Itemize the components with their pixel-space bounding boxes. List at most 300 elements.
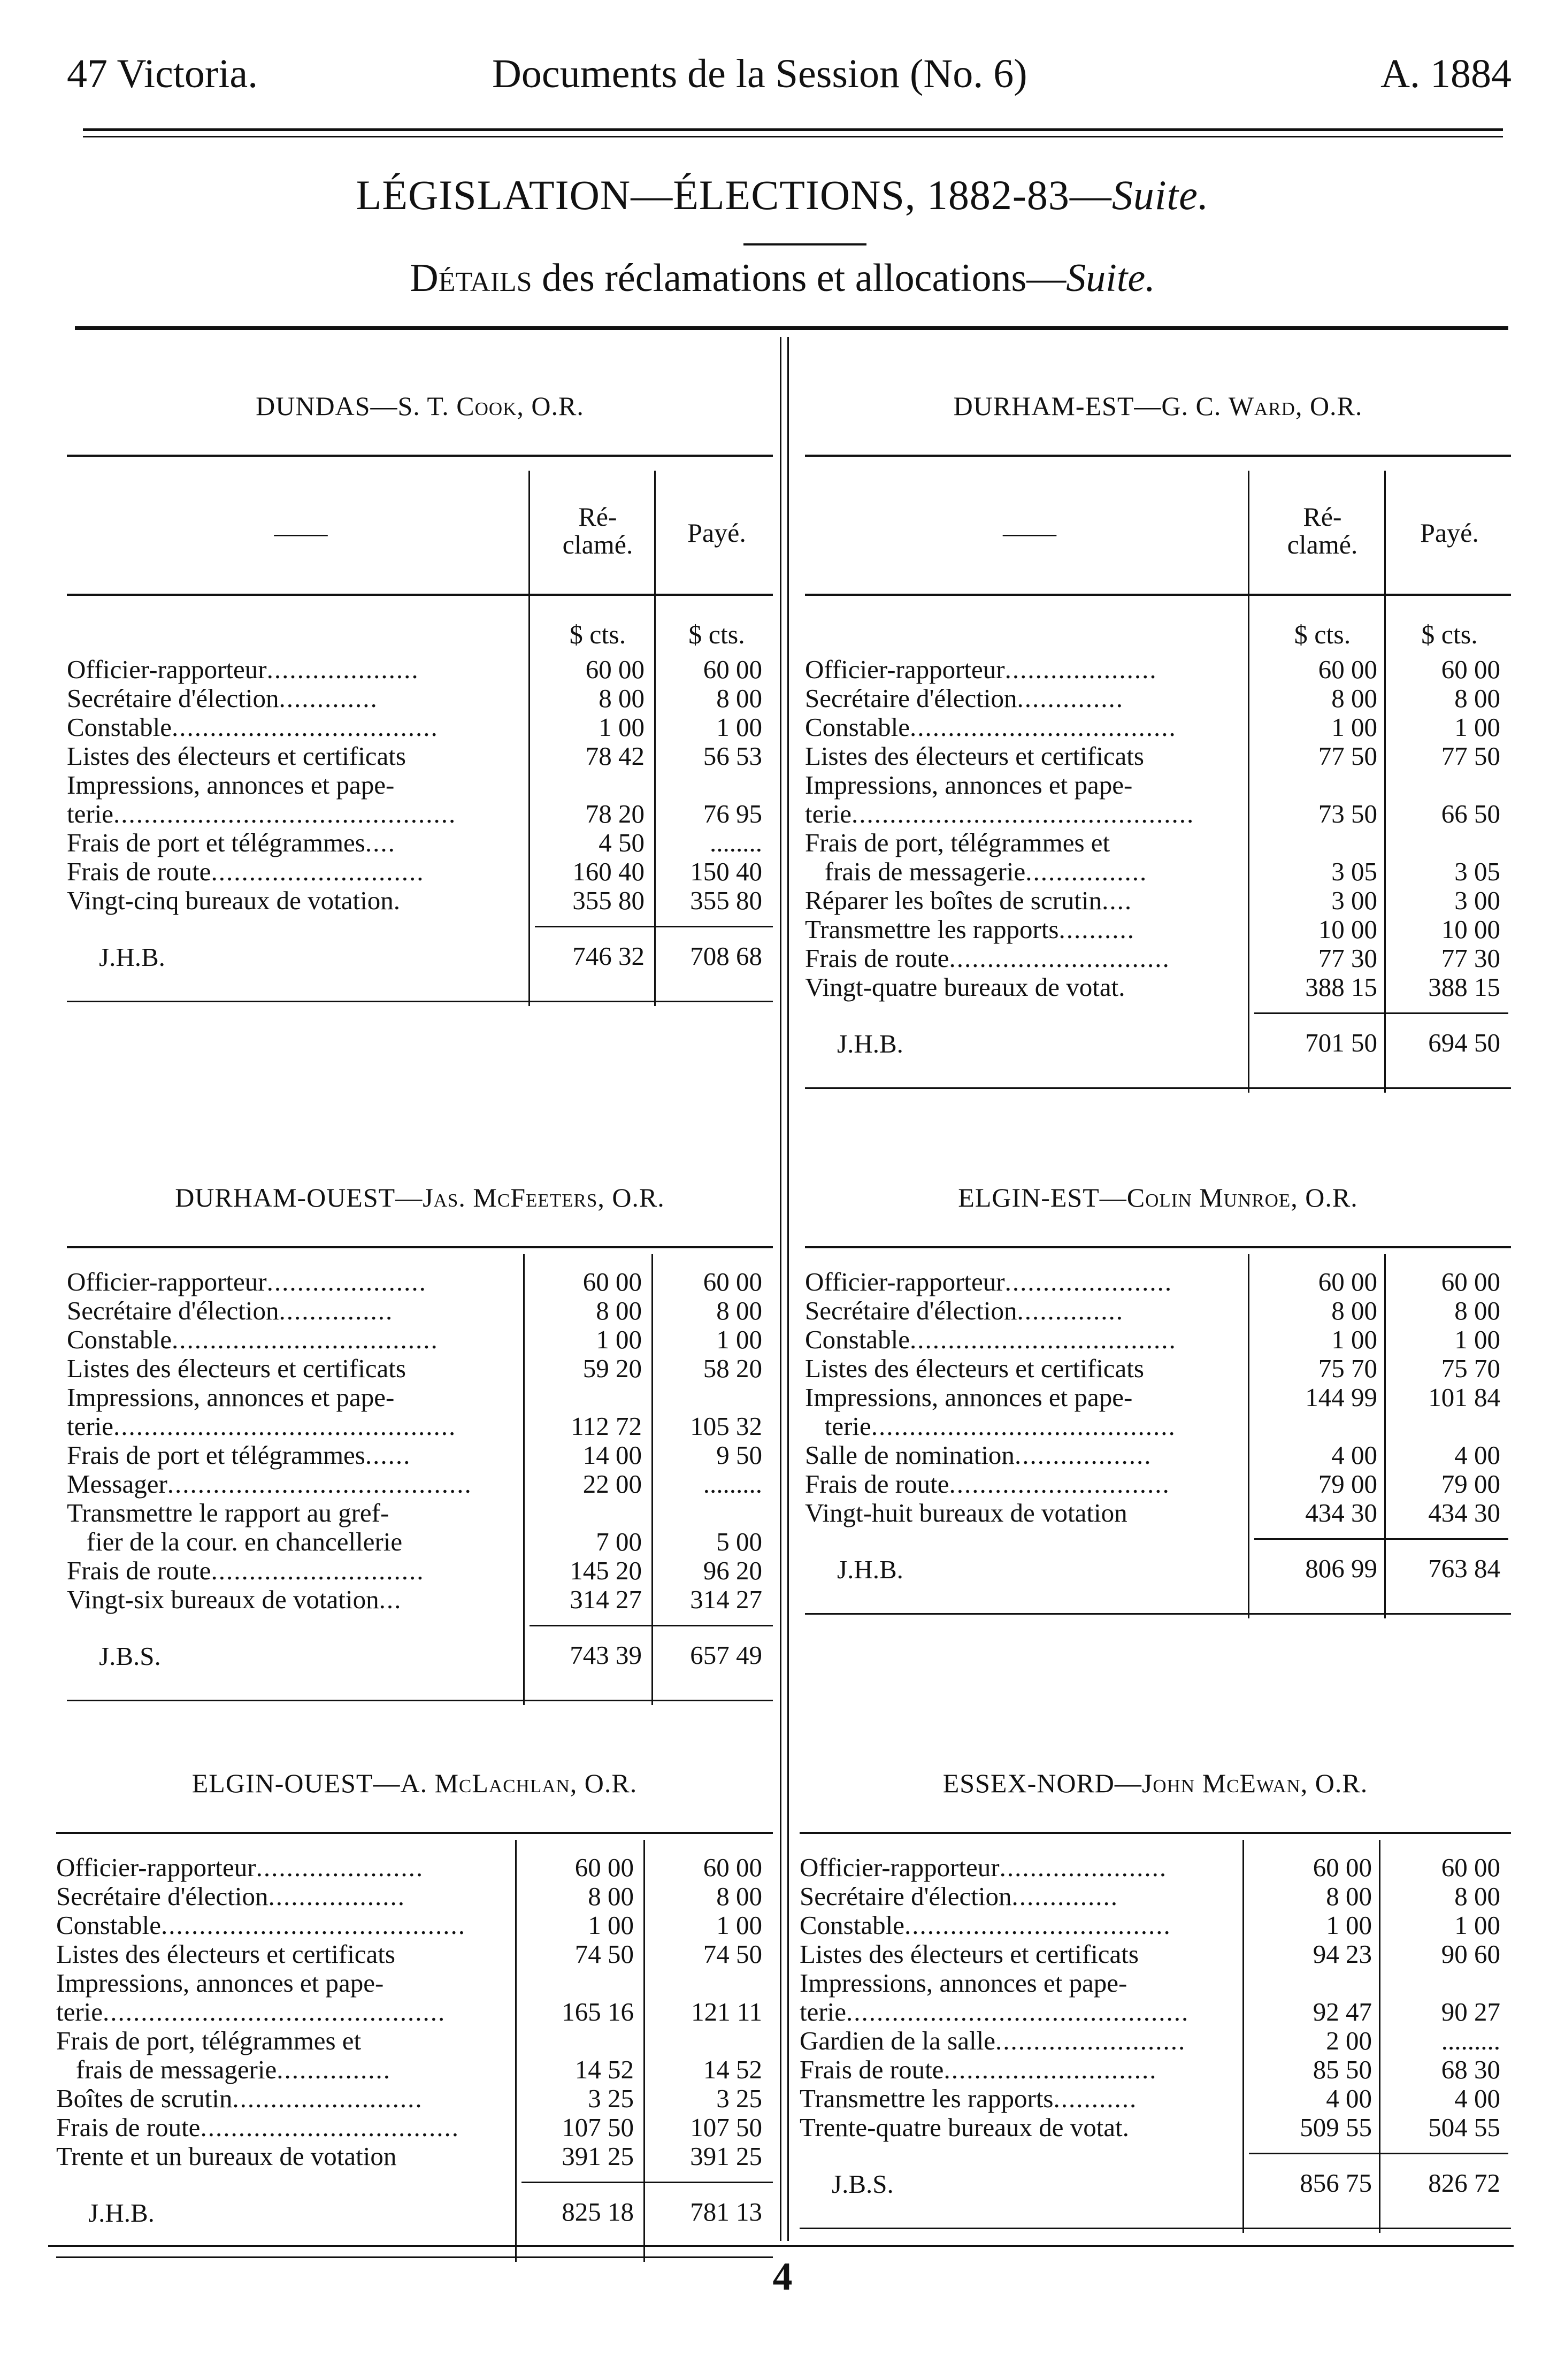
value-paye: 9 50	[716, 1440, 762, 1470]
panel-title-end: , O.R.	[597, 1183, 665, 1212]
row-label-text: Frais de port, télégrammes et	[56, 2026, 362, 2055]
row-label	[56, 1911, 511, 1940]
panel-title-rule	[800, 1832, 1511, 1834]
row-label-text: Impressions, annonces et pape-	[805, 771, 1133, 800]
table-row	[67, 857, 773, 886]
header-rule	[805, 594, 1511, 596]
header-right: A. 1884	[1380, 51, 1512, 96]
table-row	[67, 800, 773, 828]
row-label-text: Constable	[805, 713, 910, 742]
value-reclame: 112 72	[571, 1411, 642, 1441]
row-dots: ..............	[1017, 684, 1124, 713]
value-reclame: 3 00	[1331, 886, 1377, 915]
total-rule	[530, 1625, 773, 1626]
value-reclame: 77 30	[1318, 943, 1377, 973]
signature: J.H.B.	[88, 2198, 155, 2228]
value-reclame: 60 00	[1318, 1267, 1377, 1296]
value-paye: 1 00	[1454, 1910, 1500, 1940]
row-label-text: Vingt-cinq bureaux de votation.	[67, 886, 401, 915]
value-reclame: 79 00	[1318, 1469, 1377, 1499]
value-reclame: 59 20	[582, 1354, 642, 1383]
panel-title-rule	[805, 1246, 1511, 1248]
header-rule	[67, 594, 773, 596]
table-row	[805, 1268, 1511, 1296]
total-reclame: 701 50	[1305, 1028, 1377, 1057]
panel-title-main: DUNDAS—S. T.	[256, 391, 457, 421]
table-row	[800, 1969, 1511, 1998]
value-reclame: 60 00	[1318, 655, 1377, 684]
value-reclame: 1 00	[1331, 712, 1377, 742]
panel-3	[67, 1134, 773, 1701]
row-label	[805, 1412, 1244, 1441]
value-reclame: 8 00	[596, 1296, 642, 1325]
panel-6	[800, 1719, 1511, 2286]
value-paye: 8 00	[1454, 1882, 1500, 1911]
signature: J.H.B.	[99, 942, 165, 972]
row-label	[56, 1998, 511, 2026]
row-label	[67, 1412, 519, 1441]
row-label-text: Officier-rapporteur	[67, 655, 267, 684]
table-row	[800, 2084, 1511, 2113]
row-label	[800, 1853, 1238, 1882]
title-suffix: Suite.	[1111, 172, 1209, 218]
table-row	[67, 1441, 773, 1470]
value-paye: 388 15	[1428, 972, 1500, 1002]
value-reclame: 60 00	[582, 1267, 642, 1296]
row-label-text: frais de messagerie	[805, 857, 1026, 886]
row-label	[800, 1998, 1238, 2026]
row-dots: ...........	[1053, 2084, 1138, 2113]
value-reclame: 92 47	[1313, 1997, 1372, 2026]
value-paye: 434 30	[1428, 1498, 1500, 1527]
page-title	[0, 171, 1565, 219]
value-paye: 1 00	[716, 712, 762, 742]
value-reclame: 388 15	[1305, 972, 1377, 1002]
panel-title-rule	[56, 1832, 773, 1834]
panel-2	[805, 342, 1511, 1058]
panel-1	[67, 342, 773, 972]
value-paye: 60 00	[703, 1853, 762, 1882]
total-row	[56, 2198, 773, 2227]
row-label-text: Secrétaire d'élection	[67, 684, 279, 713]
value-reclame: 1 00	[596, 1325, 642, 1354]
row-label	[805, 684, 1244, 713]
row-label	[805, 1383, 1244, 1412]
value-reclame: 4 50	[599, 828, 645, 857]
row-label	[805, 713, 1244, 742]
panel-title-rule	[67, 455, 773, 457]
value-reclame: 78 42	[585, 741, 645, 771]
table-row	[67, 1470, 773, 1499]
table-row	[56, 1911, 773, 1940]
value-paye: .........	[703, 1469, 762, 1499]
total-reclame: 825 18	[562, 2197, 634, 2227]
value-reclame: 7 00	[596, 1527, 642, 1556]
row-dots: ................	[1025, 857, 1148, 886]
row-label-text: Impressions, annonces et pape-	[805, 1383, 1133, 1412]
value-paye: 60 00	[703, 655, 762, 684]
value-paye: 10 00	[1441, 915, 1500, 944]
value-paye: 58 20	[703, 1354, 762, 1383]
total-reclame: 746 32	[572, 941, 645, 971]
panel-title	[800, 1768, 1511, 1799]
row-label	[800, 2055, 1238, 2084]
table-row	[805, 800, 1511, 828]
total-rule	[1254, 1012, 1508, 1014]
table-row	[805, 915, 1511, 944]
row-label	[56, 1853, 511, 1882]
table-row	[800, 1998, 1511, 2026]
value-paye: 4 00	[1454, 2084, 1500, 2113]
row-dots: .............	[279, 684, 378, 713]
value-reclame: 8 00	[1326, 1882, 1372, 1911]
value-paye: 4 00	[1454, 1440, 1500, 1470]
value-reclame: 107 50	[562, 2113, 634, 2142]
value-reclame: 391 25	[562, 2141, 634, 2171]
row-dots: ...................................	[909, 713, 1177, 742]
row-dots: ......	[365, 1441, 411, 1470]
row-label	[800, 2026, 1238, 2055]
row-label-text: Frais de route	[67, 1556, 211, 1585]
row-label-text: Secrétaire d'élection	[800, 1882, 1012, 1911]
row-label-text: Transmettre le rapport au gref-	[67, 1499, 389, 1527]
row-label-text: Officier-rapporteur	[805, 1268, 1005, 1296]
table-row	[56, 2084, 773, 2113]
value-reclame: 60 00	[585, 655, 645, 684]
table-row	[67, 1499, 773, 1527]
panel-title	[805, 1182, 1511, 1213]
table-row	[56, 1853, 773, 1882]
value-reclame: 8 00	[599, 684, 645, 713]
total-row	[805, 1554, 1511, 1583]
table-row	[67, 1354, 773, 1383]
row-label	[67, 713, 524, 742]
panel-bottom-rule	[800, 2228, 1511, 2229]
table-row	[56, 2026, 773, 2055]
value-paye: 355 80	[690, 886, 762, 915]
row-label-text: Constable	[67, 713, 172, 742]
table-row	[805, 1412, 1511, 1441]
value-paye: 1 00	[716, 1325, 762, 1354]
value-reclame: 4 00	[1326, 2084, 1372, 2113]
title-main: LÉGISLATION—ÉLECTIONS, 1882-83—	[356, 172, 1112, 218]
value-paye: 8 00	[1454, 1296, 1500, 1325]
row-label-text: Constable	[67, 1325, 172, 1354]
total-row	[67, 942, 773, 971]
row-label-text: terie	[56, 1998, 103, 2026]
total-paye: 694 50	[1428, 1028, 1500, 1057]
signature: J.B.S.	[832, 2169, 894, 2199]
total-paye: 781 13	[690, 2197, 762, 2227]
value-paye: 76 95	[703, 799, 762, 828]
panel-title-name: McLachlan	[434, 1768, 570, 1798]
row-label	[805, 742, 1244, 771]
value-paye: 8 00	[716, 1882, 762, 1911]
value-paye: 60 00	[703, 1267, 762, 1296]
table-row	[800, 1911, 1511, 1940]
row-dots: ....................	[1004, 655, 1157, 684]
panel-title-name: Ward	[1228, 391, 1295, 421]
total-row	[800, 2169, 1511, 2198]
row-dots: ......................	[999, 1853, 1168, 1882]
value-paye: 66 50	[1441, 799, 1500, 828]
total-rule	[1254, 1538, 1508, 1540]
value-paye: 79 00	[1441, 1469, 1500, 1499]
row-label-text: terie	[805, 800, 852, 828]
row-label	[67, 800, 524, 828]
table-row	[805, 1383, 1511, 1412]
value-paye: 8 00	[716, 1296, 762, 1325]
row-label-text: terie	[67, 1412, 114, 1441]
row-label	[67, 1354, 519, 1383]
table-row	[805, 713, 1511, 742]
row-label-text: Vingt-quatre bureaux de votat.	[805, 973, 1125, 1002]
value-reclame: 8 00	[1331, 1296, 1377, 1325]
row-label	[805, 828, 1244, 857]
value-reclame: 10 00	[1318, 915, 1377, 944]
row-label-text: Secrétaire d'élection	[67, 1296, 279, 1325]
value-reclame: 3 25	[588, 2084, 634, 2113]
value-paye: 1 00	[1454, 1325, 1500, 1354]
value-reclame: 8 00	[1331, 684, 1377, 713]
row-label	[67, 1268, 519, 1296]
row-label	[67, 742, 524, 771]
panel-title-main: ELGIN-EST—	[958, 1183, 1127, 1212]
row-label-text: Frais de route	[805, 1470, 949, 1499]
table-row	[800, 2026, 1511, 2055]
value-reclame: 2 00	[1326, 2026, 1372, 2055]
panel-5	[56, 1719, 773, 2286]
value-paye: 74 50	[703, 1939, 762, 1969]
row-dots: ...	[379, 1585, 402, 1614]
title-rule	[743, 243, 866, 245]
row-label	[800, 1911, 1238, 1940]
value-reclame: 94 23	[1313, 1939, 1372, 1969]
row-label	[805, 1325, 1244, 1354]
unit-paye: $ cts.	[1421, 619, 1478, 649]
unit-reclame: $ cts.	[569, 619, 626, 649]
table-row	[800, 1940, 1511, 1969]
row-label-text: Réparer les boîtes de scrutin	[805, 886, 1102, 915]
row-label-text: Frais de route	[56, 2113, 201, 2142]
table-row	[67, 655, 773, 684]
table-row	[805, 1325, 1511, 1354]
total-paye: 657 49	[690, 1640, 762, 1670]
row-label-text: Secrétaire d'élection	[805, 1296, 1017, 1325]
value-reclame: 75 70	[1318, 1354, 1377, 1383]
value-paye: 105 32	[690, 1411, 762, 1441]
value-paye: 314 27	[690, 1585, 762, 1614]
table-row	[67, 1296, 773, 1325]
value-paye: 68 30	[1441, 2055, 1500, 2084]
total-paye: 708 68	[690, 941, 762, 971]
row-label	[56, 2084, 511, 2113]
panel-title-end: , O.R.	[1291, 1183, 1358, 1212]
value-paye: 14 52	[703, 2055, 762, 2084]
panel-title-name: John McEwan	[1141, 1768, 1301, 1798]
row-dots: ..................	[1014, 1441, 1152, 1470]
value-paye: 56 53	[703, 741, 762, 771]
row-label	[67, 655, 524, 684]
table-row	[805, 886, 1511, 915]
row-label-text: Frais de port, télégrammes et	[805, 828, 1110, 857]
row-label-text: Frais de route	[67, 857, 211, 886]
row-label	[56, 2142, 511, 2171]
table-row	[67, 684, 773, 713]
row-dots: .....................	[266, 1268, 427, 1296]
row-dots: .........................	[995, 2026, 1186, 2055]
table-row	[805, 1470, 1511, 1499]
row-label-text: fier de la cour. en chancellerie	[67, 1527, 403, 1556]
value-paye: 1 00	[1454, 712, 1500, 742]
total-rule	[535, 926, 773, 927]
value-paye: 101 84	[1428, 1383, 1500, 1412]
table-row	[67, 771, 773, 800]
row-label-text: Frais de port et télégrammes	[67, 1441, 365, 1470]
table-row	[805, 1499, 1511, 1527]
signature: J.H.B.	[837, 1555, 903, 1584]
row-dots: ..............	[1017, 1296, 1124, 1325]
value-paye: 504 55	[1428, 2113, 1500, 2142]
panel-title-main: ELGIN-OUEST—A.	[191, 1768, 435, 1798]
panel-bottom-rule	[67, 1700, 773, 1701]
value-reclame: 145 20	[570, 1556, 642, 1585]
row-label-text: Listes des électeurs et certificats	[805, 742, 1144, 771]
row-label-text: Salle de nomination	[805, 1441, 1015, 1470]
row-label	[805, 1268, 1244, 1296]
panel-title-name: Cook	[456, 391, 517, 421]
row-label	[67, 1585, 519, 1614]
panel-title	[56, 1768, 773, 1799]
row-label	[805, 915, 1244, 944]
center-divider-2	[787, 337, 789, 2241]
table-row	[56, 2142, 773, 2171]
row-label	[805, 857, 1244, 886]
table-row	[56, 1940, 773, 1969]
row-label-text: Impressions, annonces et pape-	[67, 1383, 395, 1412]
value-reclame: 78 20	[585, 799, 645, 828]
row-label-text: Trente et un bureaux de votation	[56, 2142, 397, 2171]
value-reclame: 60 00	[574, 1853, 634, 1882]
panel-title-rule	[67, 1246, 773, 1248]
row-label	[67, 857, 524, 886]
value-reclame: 74 50	[574, 1939, 634, 1969]
row-dots: ............................	[211, 857, 425, 886]
table-row	[67, 1585, 773, 1614]
total-rule	[521, 2182, 773, 2183]
row-dots: .............................................	[851, 800, 1195, 828]
row-label	[56, 1882, 511, 1911]
row-label-text: Frais de route	[805, 944, 949, 973]
table-row	[805, 1441, 1511, 1470]
value-reclame: 14 52	[574, 2055, 634, 2084]
signature: J.B.S.	[99, 1641, 161, 1671]
panel-title-end: , O.R.	[1295, 391, 1363, 421]
value-reclame: 3 05	[1331, 857, 1377, 886]
row-label	[56, 2113, 511, 2142]
value-paye: 8 00	[716, 684, 762, 713]
row-label-text: terie	[67, 800, 114, 828]
panel-title-name: Jas. McFeeters	[423, 1183, 598, 1212]
row-dots: ............................	[943, 2055, 1157, 2084]
value-reclame: 1 00	[1326, 1910, 1372, 1940]
row-label	[805, 886, 1244, 915]
row-label-text: frais de messagerie	[56, 2055, 277, 2084]
row-label	[805, 1441, 1244, 1470]
row-label-text: Vingt-huit bureaux de votation	[805, 1499, 1127, 1527]
table-row	[56, 1969, 773, 1998]
value-reclame: 1 00	[1331, 1325, 1377, 1354]
value-paye: 150 40	[690, 857, 762, 886]
value-reclame: 60 00	[1313, 1853, 1372, 1882]
row-dots: .............................	[949, 1470, 1170, 1499]
value-paye: .........	[1441, 2026, 1500, 2055]
total-paye: 826 72	[1428, 2168, 1500, 2198]
unit-reclame: $ cts.	[1294, 619, 1351, 649]
table-row	[56, 2055, 773, 2084]
total-row	[805, 1028, 1511, 1057]
value-reclame: 509 55	[1300, 2113, 1372, 2142]
page-subtitle	[0, 256, 1565, 301]
row-label-text: Trente-quatre bureaux de votat.	[800, 2113, 1129, 2142]
row-label-text: Frais de route	[800, 2055, 944, 2084]
total-row	[67, 1641, 773, 1670]
row-dots: .........................	[232, 2084, 423, 2113]
value-paye: 60 00	[1441, 655, 1500, 684]
value-paye: 107 50	[690, 2113, 762, 2142]
value-reclame: 1 00	[588, 1910, 634, 1940]
value-reclame: 144 99	[1305, 1383, 1377, 1412]
table-row	[800, 2113, 1511, 2142]
table-row	[67, 713, 773, 742]
value-reclame: 73 50	[1318, 799, 1377, 828]
row-label-text: Frais de port et télégrammes	[67, 828, 365, 857]
row-dots: ...............	[277, 2055, 391, 2084]
value-reclame: 22 00	[582, 1469, 642, 1499]
total-paye: 763 84	[1428, 1554, 1500, 1583]
column-header-blank: ——	[274, 518, 328, 548]
row-label-text: Listes des électeurs et certificats	[800, 1940, 1139, 1969]
row-label	[800, 1969, 1238, 1998]
row-label	[67, 1441, 519, 1470]
value-reclame: 355 80	[572, 886, 645, 915]
panel-bottom-rule	[805, 1087, 1511, 1089]
table-row	[67, 1383, 773, 1412]
row-label-text: Officier-rapporteur	[800, 1853, 1000, 1882]
row-label	[67, 1470, 519, 1499]
row-label-text: Constable	[805, 1325, 910, 1354]
table-row	[805, 1296, 1511, 1325]
header-left: 47 Victoria.	[67, 51, 258, 96]
table-row	[800, 1853, 1511, 1882]
footer-rule	[48, 2245, 1514, 2247]
row-label	[67, 684, 524, 713]
row-dots: ....	[365, 828, 396, 857]
row-label-text: Listes des électeurs et certificats	[805, 1354, 1144, 1383]
row-label-text: Officier-rapporteur	[67, 1268, 267, 1296]
row-dots: ........................................	[160, 1911, 466, 1940]
value-reclame: 314 27	[570, 1585, 642, 1614]
signature: J.H.B.	[837, 1029, 903, 1058]
row-label-text: terie	[805, 1412, 871, 1441]
value-reclame: 14 00	[582, 1440, 642, 1470]
value-reclame: 77 50	[1318, 741, 1377, 771]
row-dots: ........................................	[167, 1470, 472, 1499]
table-row	[805, 828, 1511, 857]
row-label	[805, 1499, 1244, 1527]
value-paye: 391 25	[690, 2141, 762, 2171]
row-label	[56, 2026, 511, 2055]
